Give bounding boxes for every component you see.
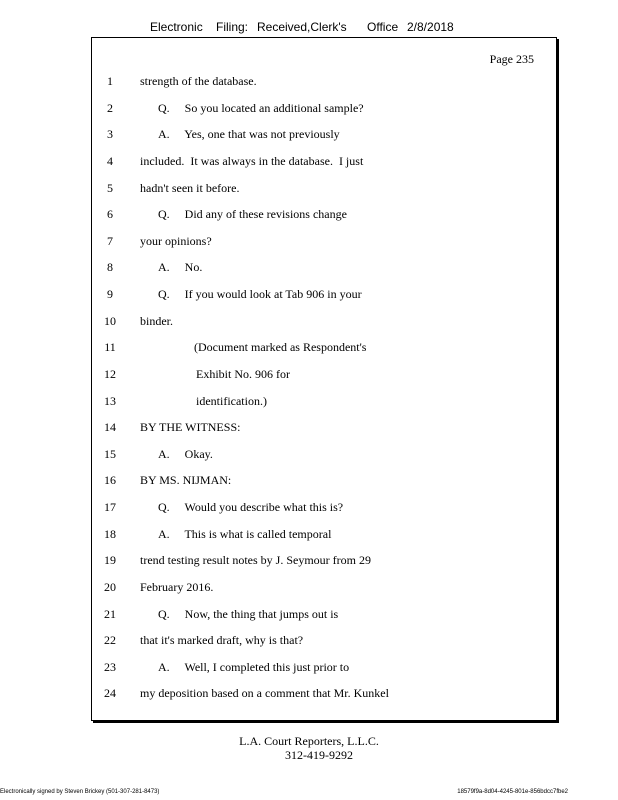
line-text: that it's marked draft, why is that?	[140, 633, 304, 648]
line-number: 7	[107, 233, 113, 248]
transcript-page-frame	[91, 37, 557, 721]
line-number: 23	[104, 659, 116, 674]
line-number: 5	[107, 180, 113, 195]
transcript-line	[92, 314, 558, 330]
line-text: Q. Now, the thing that jumps out is	[158, 606, 339, 621]
transcript-line	[92, 101, 558, 117]
line-text: (Document marked as Respondent's	[194, 340, 367, 355]
line-number: 6	[107, 207, 113, 222]
transcript-line	[92, 340, 558, 356]
line-text: my deposition based on a comment that Mr. Kunkel	[140, 686, 389, 701]
page-number: Page 235	[489, 52, 534, 66]
line-text: A. Yes, one that was not previously	[158, 127, 340, 142]
header-date: 2/8/2018	[407, 20, 454, 34]
footer-phone: 312-419-9292	[285, 748, 353, 762]
transcript-line	[92, 473, 558, 489]
transcript-line	[92, 394, 558, 410]
transcript-line	[92, 234, 558, 250]
line-number: 2	[107, 100, 113, 115]
line-text: Q. So you located an additional sample?	[158, 100, 364, 115]
transcript-line	[92, 207, 558, 223]
line-text: A. Okay.	[158, 446, 213, 461]
line-number: 24	[104, 686, 116, 701]
transcript-line	[92, 447, 558, 463]
transcript-line	[92, 633, 558, 649]
transcript-line	[92, 181, 558, 197]
line-number: 4	[107, 153, 113, 168]
header-received: Received,Clerk's	[257, 20, 347, 34]
line-number: 12	[104, 366, 116, 381]
line-text: hadn't seen it before.	[140, 180, 240, 195]
line-text: binder.	[140, 313, 173, 328]
filing-header	[0, 20, 618, 38]
line-number: 16	[104, 473, 116, 488]
transcript-line	[92, 367, 558, 383]
signature-left: Electronically signed by Steven Brickey (501-307-281-8473)	[0, 789, 160, 795]
line-number: 19	[104, 553, 116, 568]
line-text: February 2016.	[140, 579, 214, 594]
transcript-line	[92, 287, 558, 303]
line-number: 18	[104, 526, 116, 541]
transcript-line	[92, 154, 558, 170]
line-number: 22	[104, 633, 116, 648]
transcript-line	[92, 660, 558, 676]
line-number: 8	[107, 260, 113, 275]
line-number: 15	[104, 446, 116, 461]
line-text: BY THE WITNESS:	[140, 420, 241, 435]
transcript-line	[92, 553, 558, 569]
line-number: 3	[107, 127, 113, 142]
line-number: 21	[104, 606, 116, 621]
line-text: strength of the database.	[140, 74, 257, 88]
line-number: 17	[104, 500, 116, 515]
line-number: 10	[104, 313, 116, 328]
line-text: A. No.	[158, 260, 203, 275]
line-text: A. This is what is called temporal	[158, 526, 332, 541]
signature-right: 18579f9a-8d04-4245-801e-856bdcc7fbe2	[457, 789, 568, 795]
line-number: 14	[104, 420, 116, 435]
line-text: trend testing result notes by J. Seymour from 29	[140, 553, 371, 568]
transcript-line	[92, 580, 558, 596]
transcript-line	[92, 420, 558, 436]
header-office: Office	[367, 20, 399, 34]
header-electronic: Electronic	[150, 20, 203, 34]
transcript-line	[92, 74, 558, 90]
line-text: Exhibit No. 906 for	[196, 366, 290, 381]
line-number: 20	[104, 579, 116, 594]
line-text: Q. If you would look at Tab 906 in your	[158, 287, 362, 302]
transcript-line	[92, 127, 558, 143]
line-text: BY MS. NIJMAN:	[140, 473, 232, 488]
transcript-line	[92, 607, 558, 623]
footer-company: L.A. Court Reporters, L.L.C.	[239, 734, 379, 748]
line-text: your opinions?	[140, 233, 212, 248]
line-number: 1	[107, 74, 113, 88]
line-number: 11	[104, 340, 116, 355]
transcript-line	[92, 260, 558, 276]
line-text: Q. Did any of these revisions change	[158, 207, 347, 222]
transcript-line	[92, 527, 558, 543]
transcript-line	[92, 686, 558, 702]
line-number: 9	[107, 287, 113, 302]
transcript-line	[92, 500, 558, 516]
line-text: Q. Would you describe what this is?	[158, 500, 344, 515]
line-text: included. It was always in the database. I just	[140, 153, 364, 168]
header-filing: Filing:	[216, 20, 249, 34]
line-text: identification.)	[196, 393, 267, 408]
line-number: 13	[104, 393, 116, 408]
line-text: A. Well, I completed this just prior to	[158, 659, 350, 674]
